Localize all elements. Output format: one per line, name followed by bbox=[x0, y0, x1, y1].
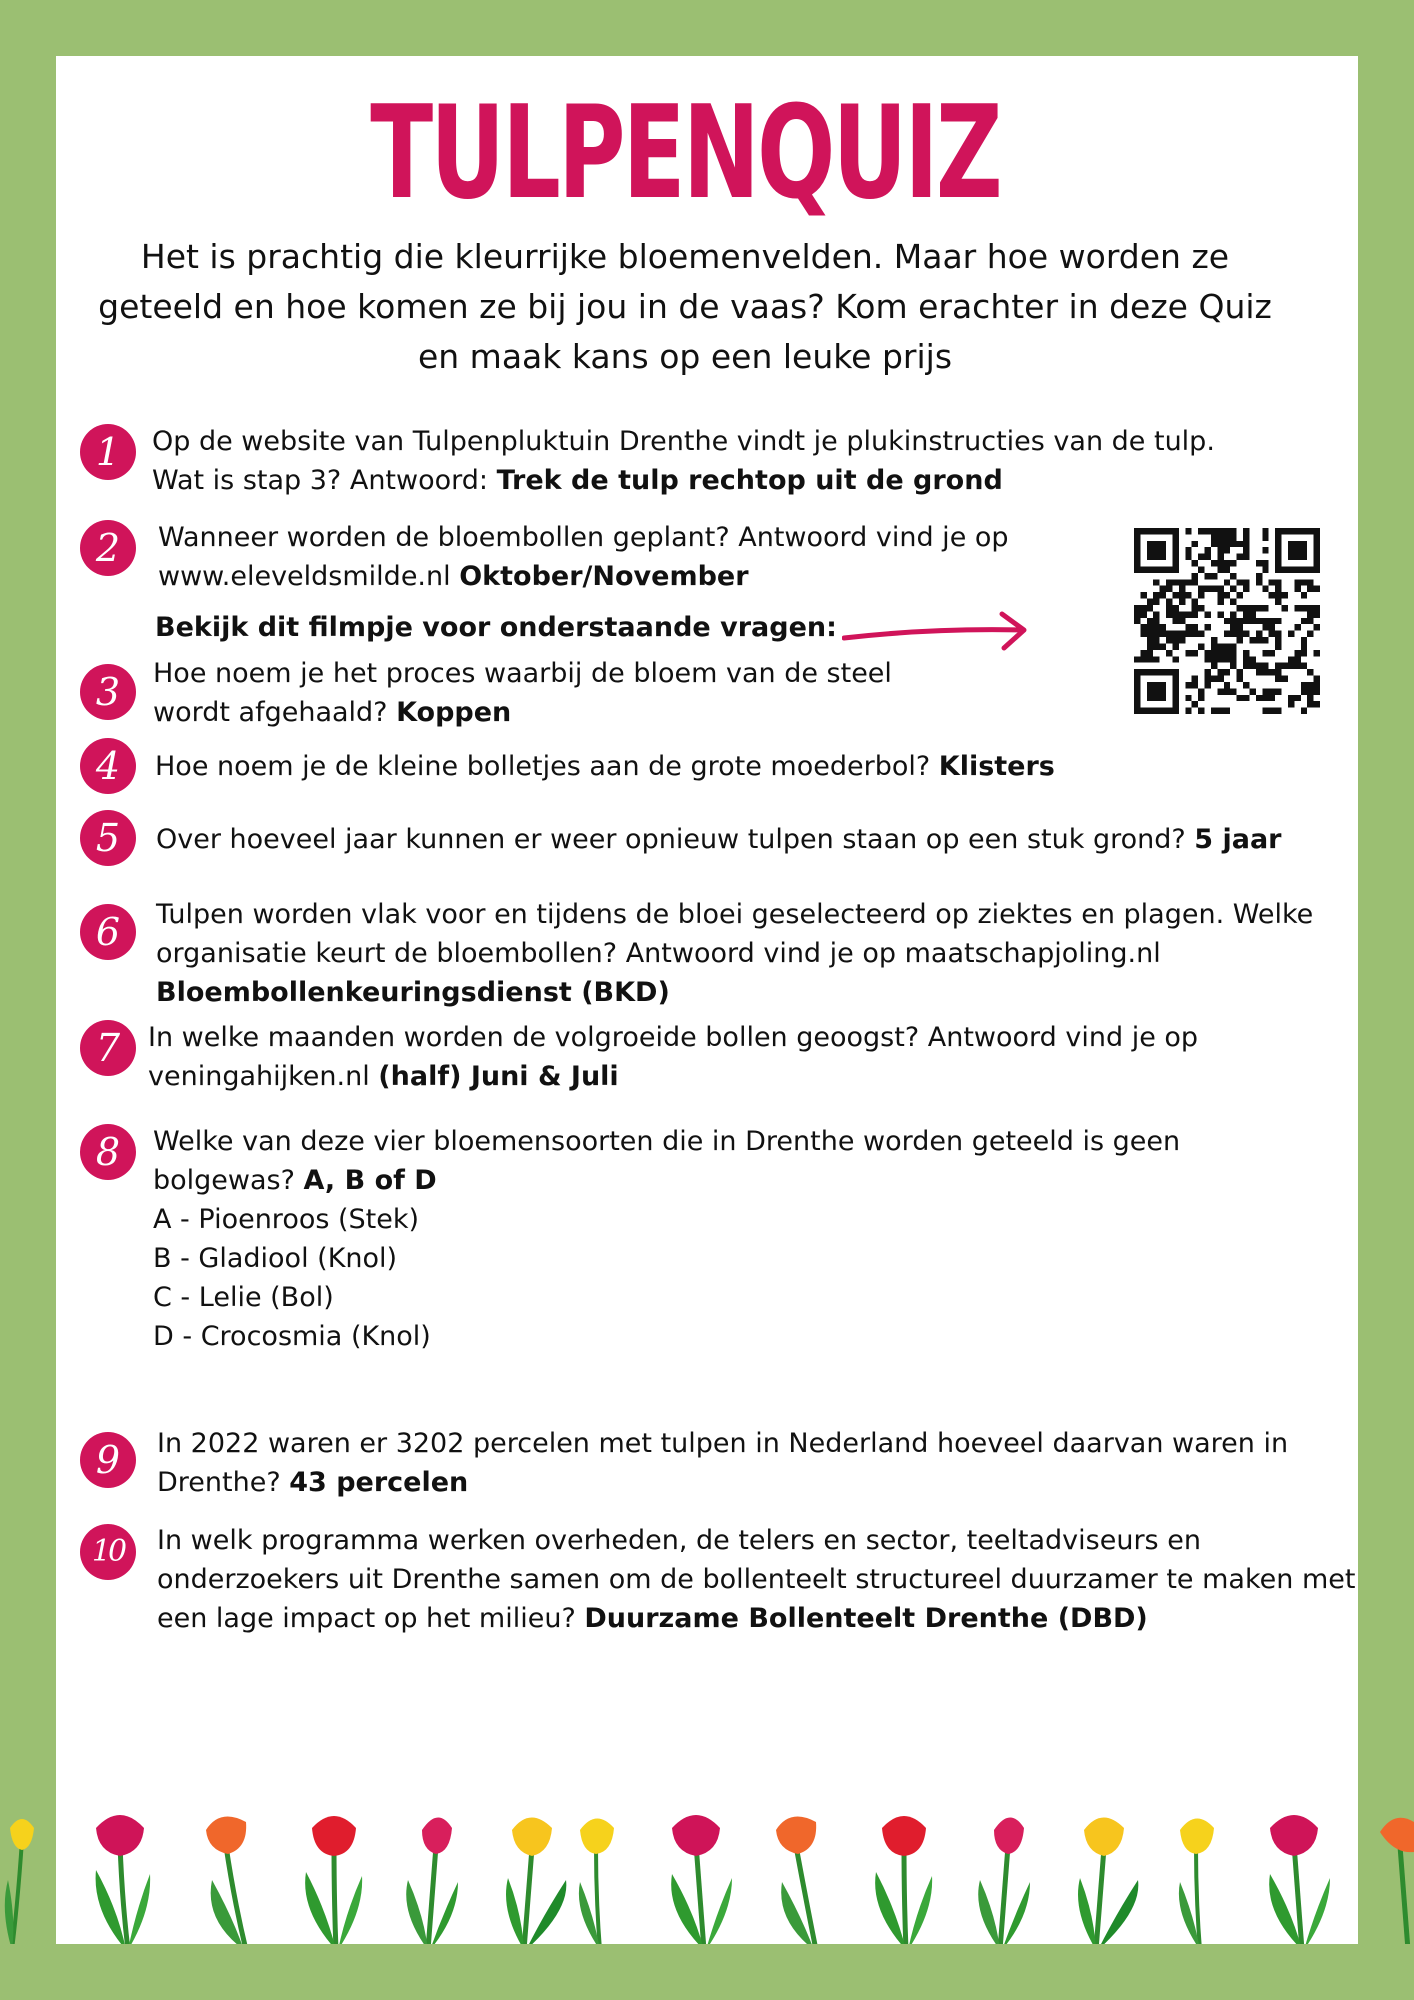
question-number-badge: 4 bbox=[80, 738, 136, 794]
question-line: veningahijken.nl (half) Juni & Juli bbox=[148, 1061, 619, 1092]
question-line: Hoe noem je het proces waarbij de bloem van de steel bbox=[153, 658, 892, 689]
tulip-icon bbox=[978, 1817, 1030, 1950]
option-line: A - Pioenroos (Stek) bbox=[153, 1204, 420, 1235]
question-line: onderzoekers uit Drenthe samen om de bollenteelt structureel duurzamer te maken met bbox=[157, 1564, 1356, 1595]
tulip-icon bbox=[96, 1815, 151, 1950]
question-number-badge: 2 bbox=[80, 520, 136, 576]
question-7 bbox=[148, 1018, 1198, 1096]
question-number-badge: 7 bbox=[80, 1020, 136, 1076]
question-number-badge: 5 bbox=[80, 810, 136, 866]
question-2 bbox=[158, 518, 1009, 596]
tulip-icon bbox=[1380, 1818, 1414, 1950]
question-6 bbox=[156, 895, 1313, 1012]
question-line: organisatie keurt de bloembollen? Antwoord vind je op maatschapjoling.nl bbox=[156, 938, 1161, 969]
question-line: In welk programma werken overheden, de telers en sector, teeltadviseurs en bbox=[157, 1525, 1201, 1556]
answer: Trek de tulp rechtop uit de grond bbox=[496, 465, 1003, 496]
question-10 bbox=[157, 1521, 1355, 1638]
tulip-icon bbox=[776, 1817, 816, 1950]
tulip-icon bbox=[506, 1817, 566, 1950]
question-number-badge: 6 bbox=[80, 904, 136, 960]
question-line: Op de website van Tulpenpluktuin Drenthe vindt je plukinstructies van de tulp. bbox=[152, 426, 1215, 457]
answer: 43 percelen bbox=[289, 1467, 469, 1498]
arrow-right-icon bbox=[842, 608, 1032, 658]
answer: 5 jaar bbox=[1194, 824, 1282, 855]
question-line: Drenthe? 43 percelen bbox=[157, 1467, 469, 1498]
question-line: wordt afgehaald? Koppen bbox=[153, 697, 512, 728]
question-9 bbox=[157, 1424, 1288, 1502]
page-title: TULPENQUIZ bbox=[370, 79, 1000, 228]
answer: (half) Juni & Juli bbox=[378, 1061, 619, 1092]
tulip-icon bbox=[206, 1817, 246, 1950]
grass-border bbox=[0, 1944, 1414, 2000]
question-number-badge: 3 bbox=[80, 664, 136, 720]
question-line: Welke van deze vier bloemensoorten die in Drenthe worden geteeld is geen bbox=[153, 1126, 1181, 1157]
tulip-icon bbox=[1179, 1818, 1214, 1950]
question-line: Wanneer worden de bloembollen geplant? Antwoord vind je op bbox=[158, 522, 1009, 553]
question-line: bolgewas? A, B of D bbox=[153, 1165, 437, 1196]
question-number-badge: 10 bbox=[80, 1524, 136, 1580]
question-3 bbox=[153, 654, 892, 732]
question-line: Tulpen worden vlak voor en tijdens de bloei geselecteerd op ziektes en plagen. Welke bbox=[156, 899, 1314, 930]
question-line: www.eleveldsmilde.nl Oktober/November bbox=[158, 561, 749, 592]
question-line: In welke maanden worden de volgroeide bollen geoogst? Antwoord vind je op bbox=[148, 1022, 1199, 1053]
question-number-badge: 8 bbox=[80, 1124, 136, 1180]
option-line: D - Crocosmia (Knol) bbox=[153, 1321, 431, 1352]
answer: Oktober/November bbox=[459, 561, 749, 592]
question-1 bbox=[152, 422, 1215, 500]
tulip-icon bbox=[579, 1818, 614, 1950]
tulip-icon bbox=[406, 1817, 458, 1950]
answer: Klisters bbox=[938, 751, 1055, 782]
answer: A, B of D bbox=[303, 1165, 437, 1196]
tulip-icon bbox=[305, 1816, 362, 1950]
question-4 bbox=[155, 747, 1055, 786]
option-line: C - Lelie (Bol) bbox=[153, 1282, 334, 1313]
question-line: Wat is stap 3? Antwoord: Trek de tulp rechtop uit de grond bbox=[152, 465, 1003, 496]
question-number-badge: 1 bbox=[80, 424, 136, 480]
option-line: B - Gladiool (Knol) bbox=[153, 1243, 398, 1274]
answer: Bloembollenkeuringsdienst (BKD) bbox=[156, 977, 670, 1008]
question-line: In 2022 waren er 3202 percelen met tulpen in Nederland hoeveel daarvan waren in bbox=[157, 1428, 1289, 1459]
question-line: Hoe noem je de kleine bolletjes aan de grote moederbol? Klisters bbox=[155, 751, 1055, 782]
question-line: Over hoeveel jaar kunnen er weer opnieuw tulpen staan op een stuk grond? 5 jaar bbox=[156, 824, 1282, 855]
question-line bbox=[156, 973, 1313, 1012]
video-prompt: Bekijk dit filmpje voor onderstaande vragen: bbox=[155, 612, 837, 643]
answer: Duurzame Bollenteelt Drenthe (DBD) bbox=[584, 1603, 1148, 1634]
answer: Koppen bbox=[396, 697, 512, 728]
question-8 bbox=[153, 1122, 1180, 1356]
tulip-icon bbox=[671, 1815, 732, 1950]
question-number-badge: 9 bbox=[80, 1432, 136, 1488]
tulip-icon bbox=[875, 1816, 932, 1950]
tulip-icon bbox=[1269, 1815, 1330, 1950]
tulip-row bbox=[0, 1800, 1414, 1950]
qr-code-icon[interactable] bbox=[1134, 528, 1320, 714]
intro-text: Het is prachtig die kleurrijke bloemenvelden. Maar hoe worden ze geteeld en hoe komen ze bij jou in de vaas? Kom erachter in deze Quiz en maak kans op een leuke prijs bbox=[98, 237, 1272, 376]
question-line: een lage impact op het milieu? Duurzame Bollenteelt Drenthe (DBD) bbox=[157, 1603, 1148, 1634]
question-5 bbox=[156, 820, 1281, 859]
tulip-icon bbox=[1078, 1817, 1138, 1950]
tulip-icon bbox=[5, 1819, 34, 1950]
